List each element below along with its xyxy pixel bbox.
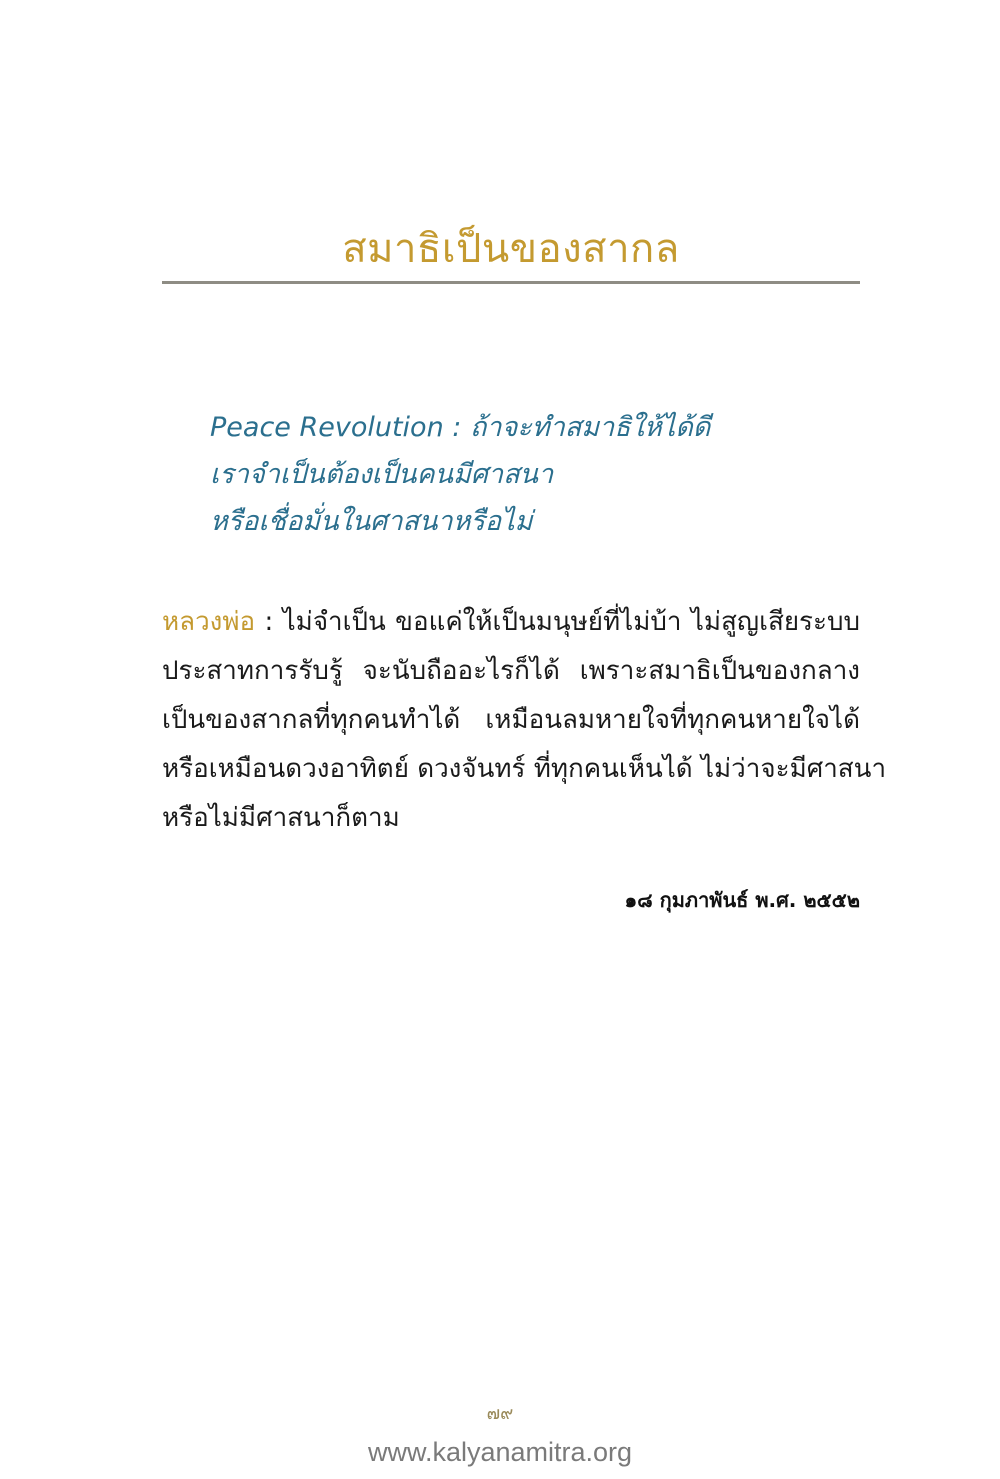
answer-line: หรือไม่มีศาสนาก็ตาม xyxy=(162,803,400,833)
page-number: ๗๙ xyxy=(486,1403,514,1424)
answer-line-first xyxy=(162,598,860,647)
page-title: สมาธิเป็นของสากล xyxy=(342,226,680,272)
answer-block xyxy=(162,598,887,843)
answer-line: ประสาทการรับรู้ จะนับถืออะไรก็ได้ เพราะสมาธิเป็นของกลาง xyxy=(162,656,860,686)
answer-line: เป็นของสากลที่ทุกคนทำได้ เหมือนลมหายใจที่ทุกคนหายใจได้ xyxy=(162,705,860,735)
question-line: Peace Revolution : ถ้าจะทำสมาธิให้ได้ดี xyxy=(210,412,711,443)
question-line: เราจำเป็นต้องเป็นคนมีศาสนา xyxy=(210,459,554,490)
date-signature: ๑๘ กุมภาพันธ์ พ.ศ. ๒๕๕๒ xyxy=(624,888,860,912)
title-divider xyxy=(162,281,860,284)
question-block xyxy=(210,404,830,545)
speaker-separator: : xyxy=(255,607,283,637)
speaker-label: หลวงพ่อ xyxy=(162,607,256,637)
answer-line-text: ไม่จำเป็น ขอแค่ให้เป็นมนุษย์ที่ไม่บ้า ไม่สูญเสียระบบ xyxy=(282,607,860,637)
website-footer: www.kalyanamitra.org xyxy=(367,1437,633,1467)
question-line: หรือเชื่อมั่นในศาสนาหรือไม่ xyxy=(210,506,533,537)
answer-line: หรือเหมือนดวงอาทิตย์ ดวงจันทร์ ที่ทุกคนเห็นได้ ไม่ว่าจะมีศาสนา xyxy=(162,754,887,784)
